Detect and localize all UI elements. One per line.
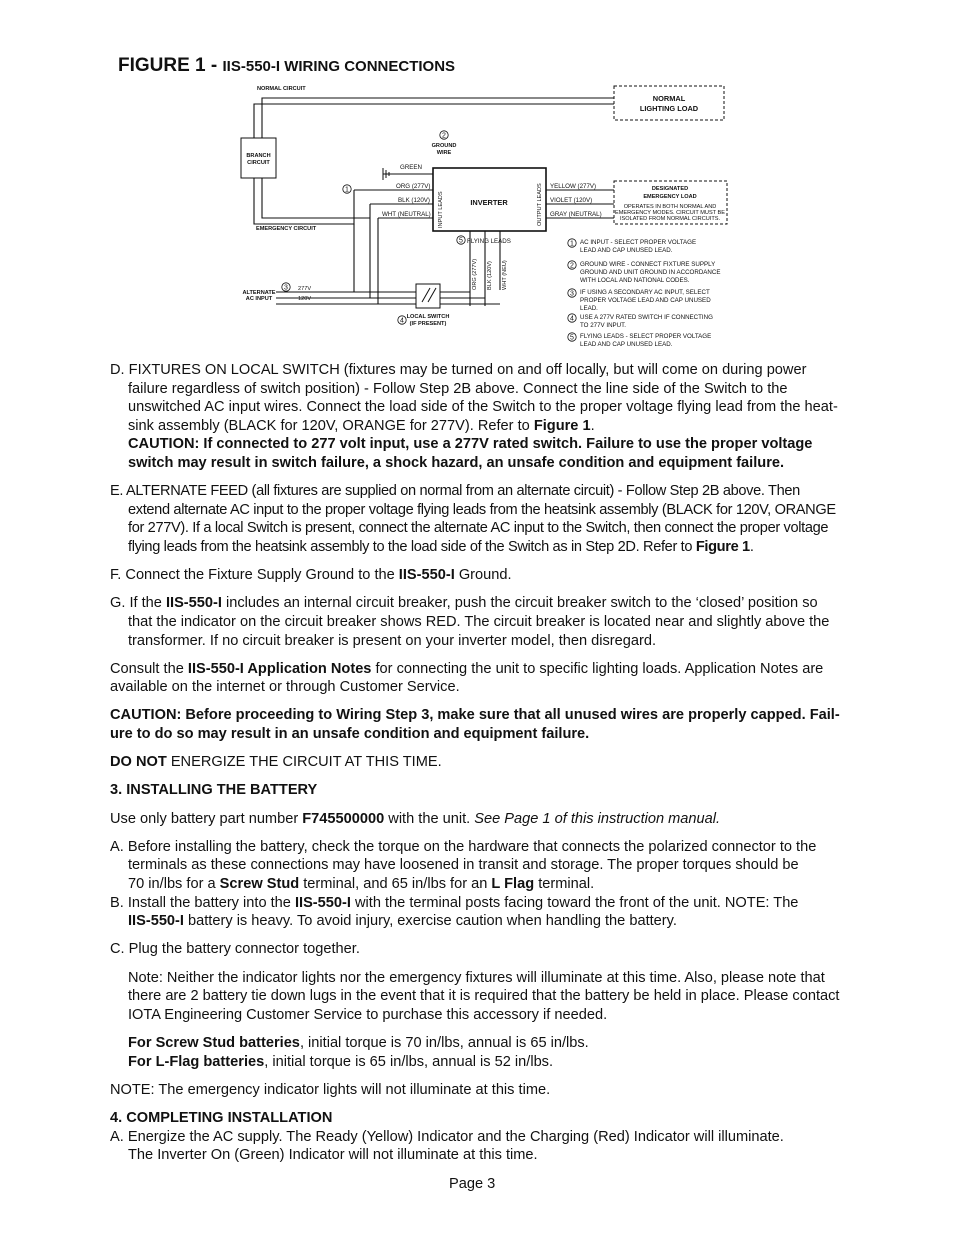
yellow-label: YELLOW (277V): [550, 183, 597, 190]
caution-switch: CAUTION: If connected to 277 volt input, use a 277V rated switch. Failure to use the proper voltage: [128, 436, 813, 453]
svg-text:1: 1: [570, 240, 574, 248]
output-leads-label: OUTPUT LEADS: [537, 183, 543, 226]
svg-text:ISOLATED FROM NORMAL CIRCUITS.: ISOLATED FROM NORMAL CIRCUITS.: [619, 216, 721, 222]
svg-text:277V: 277V: [298, 286, 312, 292]
svg-text:1: 1: [345, 186, 349, 194]
svg-text:4: 4: [400, 317, 404, 325]
branch-label-1: BRANCH: [246, 153, 271, 159]
svg-text:OPERATES IN BOTH NORMAL AND: OPERATES IN BOTH NORMAL AND: [623, 204, 717, 210]
emergency-load-label-2: EMERGENCY LOAD: [643, 194, 697, 200]
note-5-line-1: FLYING LEADS - SELECT PROPER VOLTAGE: [580, 333, 712, 340]
note-3-line-3: LEAD.: [580, 305, 598, 312]
note-1-line-2: LEAD AND CAP UNUSED LEAD.: [580, 247, 673, 254]
step-f: F. Connect the Fixture Supply Ground to the IIS-550-I Ground.: [110, 567, 512, 584]
violet-label: VIOLET (120V): [550, 197, 593, 204]
normal-load-label-1: NORMAL: [652, 94, 686, 103]
inverter-label: INVERTER: [470, 198, 508, 207]
note-3-line-2: PROPER VOLTAGE LEAD AND CAP UNUSED: [580, 297, 711, 304]
step-d: D. FIXTURES ON LOCAL SWITCH (fixtures may be turned on and off locally, but will come on during power failure regardless of switch position) - Follow Step 2B above. Connect the line side of the Switch to the unswitched AC input wires. Connect the load side of the Switch to the proper voltage flying lead from the heat- sink assembly (BLACK for 120V, ORANGE for 277V). Refer to Figure 1. CAUTION: If connected to 277 volt input, use a 277V rated switch. Failure to use the proper voltage switch may result in switch failure, a shock hazard, an unsafe condition and equipment failure.: [110, 361, 892, 473]
section-3-heading: 3. INSTALLING THE BATTERY: [110, 782, 318, 799]
note-2-line-2: GROUND AND UNIT GROUND IN ACCORDANCE: [580, 269, 721, 276]
svg-text:3: 3: [284, 284, 288, 292]
ground-label-2: WIRE: [436, 150, 452, 156]
svg-text:2: 2: [570, 262, 574, 270]
torque-specs: For Screw Stud batteries, initial torque is 70 in/lbs, annual is 65 in/lbs. For L-Flag batteries, initial torque is 65 in/lbs, annual is 52 in/lbs.: [128, 1034, 589, 1070]
svg-text:EMERGENCY MODES. CIRCUIT MUST: EMERGENCY MODES. CIRCUIT MUST BE: [614, 210, 726, 216]
consult-notes: Consult the IIS-550-I Application Notes for connecting the unit to specific lighting loads. Application Notes are available on the internet or through Customer Service.: [110, 660, 824, 696]
note-4-line-2: TO 277V INPUT.: [580, 322, 626, 329]
svg-text:3: 3: [570, 290, 574, 298]
normal-circuit-label: NORMAL CIRCUIT: [257, 86, 306, 92]
wht-label: WHT (NEUTRAL): [382, 211, 431, 218]
green-label: GREEN: [400, 164, 423, 171]
normal-load-box: [614, 86, 724, 120]
step-e: E. ALTERNATE FEED (all fixtures are supplied on normal from an alternate circuit) - Follow Step 2B above. Then extend alternate AC input to the proper voltage flying leads from the heatsink assembly (BLACK for 120V, ORANGE for 277V). If a local Switch is present, connect the alternate AC input to the Switch, then connect the proper voltage flying leads from the heatsink assembly to the load side of the Switch as in Step 2D. Refer to Figure 1.: [110, 483, 836, 555]
note-3-line-1: IF USING A SECONDARY AC INPUT, SELECT: [580, 289, 710, 296]
fly-blk-label: BLK (120V): [487, 261, 493, 290]
svg-text:4: 4: [570, 315, 574, 323]
fly-wht-label: WHT (NEU): [502, 260, 508, 290]
gray-label: GRAY (NEUTRAL): [550, 211, 602, 218]
caution-capped: CAUTION: Before proceeding to Wiring Step 3, make sure that all unused wires are properly capped. Fail- ure to do so may result in an unsafe condition and equipment failure.: [110, 707, 840, 743]
normal-load-label-2: LIGHTING LOAD: [639, 104, 699, 113]
instructions-body: [110, 361, 892, 1165]
step-4a: A. Energize the AC supply. The Ready (Yellow) Indicator and the Charging (Red) Indicator will illuminate. The Inverter On (Green) Indicator will not illuminate at this time.: [110, 1128, 784, 1164]
alternate-label-2: AC INPUT: [245, 296, 273, 302]
battery-note: Note: Neither the indicator lights nor the emergency fixtures will illuminate at this time. Also, please note that there are 2 battery tie down lugs in the event that it is required that the battery be held in place. Please contact IOTA Engineering Customer Service to purchase this accessory if needed.: [128, 969, 840, 1023]
emergency-wire-1: [254, 178, 354, 224]
ground-label-1: GROUND: [431, 143, 457, 149]
org-label: ORG (277V): [396, 183, 431, 190]
wiring-diagram: [0, 0, 954, 360]
svg-text:2: 2: [442, 132, 446, 140]
input-leads-label: INPUT LEADS: [438, 191, 444, 228]
svg-text:5: 5: [459, 237, 463, 245]
diagram-notes: [568, 239, 721, 348]
step-g: G. If the IIS-550-I includes an internal circuit breaker, push the circuit breaker switch to the ‘closed’ position so that the indicator on the circuit breaker shows RED. The circuit breaker is located near and slightly above the transformer. If no circuit breaker is present on your inverter model, then disregard.: [110, 595, 830, 649]
note-5-line-2: LEAD AND CAP UNUSED LEAD.: [580, 341, 673, 348]
figure-title: FIGURE 1 - IIS-550-I WIRING CONNECTIONS: [118, 55, 456, 76]
step-3a: A. Before installing the battery, check the torque on the hardware that connects the polarized connector to the terminals as these connections may have loosened in transit and storage. The proper torques should be 70 in/lbs for a Screw Stud terminal, and 65 in/lbs for an L Flag terminal.: [110, 838, 817, 892]
page-number: Page 3: [449, 1176, 496, 1192]
note-4-line-1: USE A 277V RATED SWITCH IF CONNECTING: [580, 314, 713, 321]
note-2-line-3: WITH LOCAL AND NATIONAL CODES.: [580, 277, 690, 284]
flying-leads-label: FLYING LEADS: [467, 238, 511, 245]
local-switch-label-2: (IF PRESENT): [409, 321, 447, 327]
alternate-label-1: ALTERNATE: [242, 290, 276, 296]
normal-circuit-wire-2: [254, 104, 614, 138]
blk-label: BLK (120V): [398, 197, 430, 204]
svg-text:120V: 120V: [298, 296, 312, 302]
step-3c: C. Plug the battery connector together.: [110, 941, 360, 958]
indicator-note: NOTE: The emergency indicator lights will not illuminate at this time.: [110, 1081, 551, 1098]
branch-label-2: CIRCUIT: [247, 160, 270, 166]
fly-org-label: ORG (277V): [472, 258, 478, 290]
battery-part: Use only battery part number F745500000 with the unit. See Page 1 of this instruction manual.: [110, 810, 721, 827]
local-switch-label-1: LOCAL SWITCH: [406, 314, 450, 320]
note-2-line-1: GROUND WIRE - CONNECT FIXTURE SUPPLY: [580, 261, 716, 268]
do-not-energize: DO NOT ENERGIZE THE CIRCUIT AT THIS TIME.: [110, 754, 442, 771]
emergency-load-label-1: DESIGNATED: [651, 186, 689, 192]
svg-text:5: 5: [570, 334, 574, 342]
section-4-heading: 4. COMPLETING INSTALLATION: [110, 1109, 333, 1126]
note-1-line-1: AC INPUT - SELECT PROPER VOLTAGE: [580, 239, 697, 246]
local-switch-box: [416, 284, 440, 308]
step-3b: B. Install the battery into the IIS-550-I with the terminal posts facing toward the front of the unit. NOTE: The IIS-550-I battery is heavy. To avoid injury, exercise caution when handling the battery.: [110, 894, 799, 930]
emergency-circuit-label: EMERGENCY CIRCUIT: [256, 226, 317, 232]
